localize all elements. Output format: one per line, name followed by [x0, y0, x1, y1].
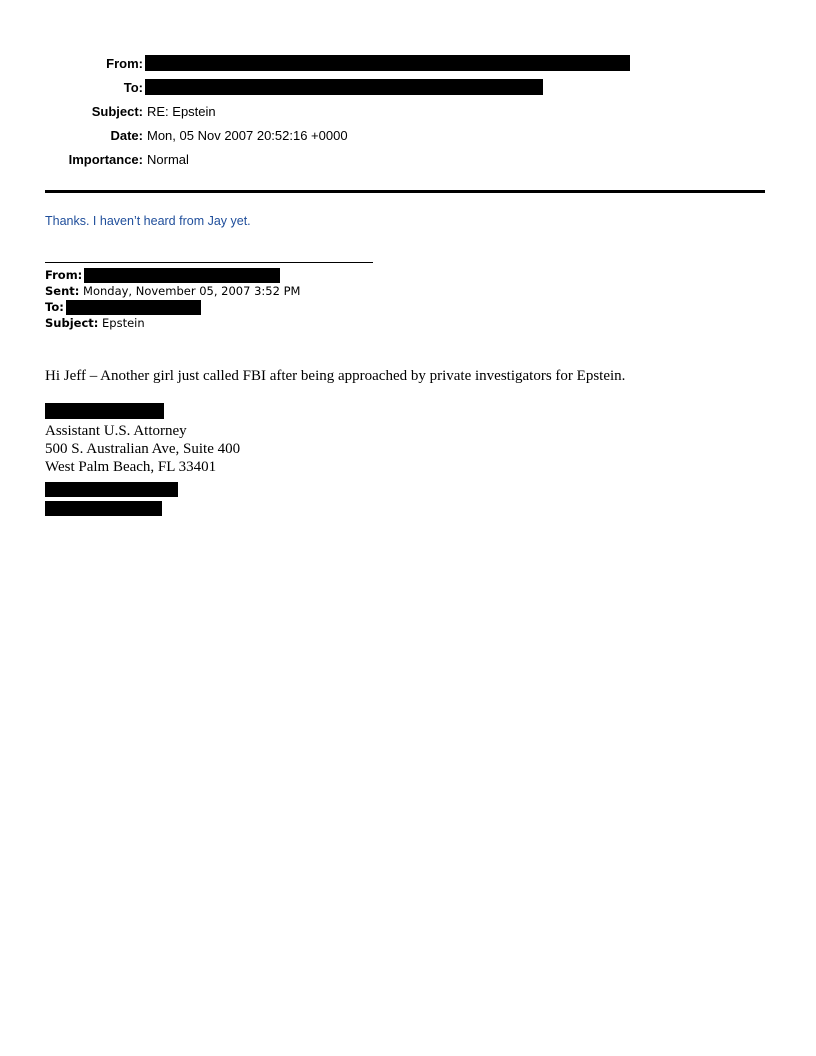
- redaction-bar: [145, 79, 543, 95]
- message-body-text: Hi Jeff – Another girl just called FBI after being approached by private investigators for Epstein.: [45, 368, 626, 384]
- to-label: To:: [45, 300, 64, 314]
- email-header: [45, 51, 765, 171]
- quoted-message-divider: [45, 262, 373, 263]
- redaction-bar: [45, 501, 162, 516]
- subject-label: Subject:: [91, 103, 143, 119]
- quoted-header-row-from: [45, 267, 300, 283]
- redaction-bar: [66, 300, 201, 315]
- redaction-bar: [84, 268, 280, 283]
- to-label: To:: [123, 79, 143, 95]
- header-divider-rule: [45, 190, 765, 193]
- header-row-to: [45, 75, 765, 99]
- sent-value: Monday, November 05, 2007 3:52 PM: [83, 284, 301, 298]
- importance-value: Normal: [147, 151, 189, 167]
- sent-label: Sent:: [45, 284, 80, 298]
- from-label: From:: [106, 55, 143, 71]
- quoted-header-row-to: [45, 299, 300, 315]
- redaction-bar: [145, 55, 630, 71]
- date-label: Date:: [110, 127, 143, 143]
- date-value: Mon, 05 Nov 2007 20:52:16 +0000: [147, 127, 348, 143]
- reply-message-text: Thanks. I haven’t heard from Jay yet.: [45, 214, 251, 228]
- header-row-from: [45, 51, 765, 75]
- signature-address-line-1: 500 S. Australian Ave, Suite 400: [45, 441, 241, 457]
- from-label: From:: [45, 268, 83, 282]
- redaction-bar: [45, 482, 178, 497]
- header-row-date: [45, 123, 765, 147]
- quoted-header-row-sent: [45, 283, 300, 299]
- subject-label: Subject:: [45, 316, 99, 330]
- signature-title: Assistant U.S. Attorney: [45, 423, 187, 439]
- quoted-header-row-subject: [45, 315, 300, 331]
- importance-label: Importance:: [68, 151, 143, 167]
- redaction-bar: [45, 403, 164, 419]
- signature-address-line-2: West Palm Beach, FL 33401: [45, 459, 217, 475]
- signature-block: [45, 403, 240, 516]
- header-row-importance: [45, 147, 765, 171]
- quoted-email-header: [45, 267, 300, 331]
- header-row-subject: [45, 99, 765, 123]
- subject-value: RE: Epstein: [147, 103, 216, 119]
- subject-value: Epstein: [102, 316, 145, 330]
